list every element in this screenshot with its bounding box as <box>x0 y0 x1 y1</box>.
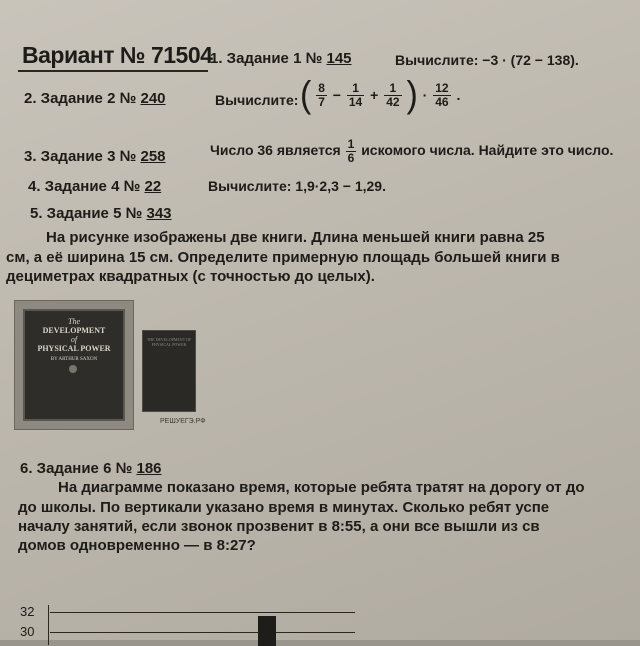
left-paren: ( <box>300 74 312 116</box>
task-5-line-3: дециметрах квадратных (с точностью до целых). <box>6 268 375 285</box>
task-6-link[interactable]: 186 <box>136 460 162 477</box>
denominator: 7 <box>318 94 325 109</box>
denominator: 6 <box>347 151 355 165</box>
fraction-1-6 <box>346 138 357 165</box>
numerator: 1 <box>347 137 355 151</box>
task-4-prefix: 4. Задание 4 № <box>28 178 145 195</box>
chart-bar <box>258 616 276 646</box>
minus-sign: − <box>332 87 341 103</box>
denominator: 46 <box>435 94 449 109</box>
fraction-1-14 <box>347 82 364 109</box>
task-5-link[interactable]: 343 <box>146 205 172 222</box>
task-4-link[interactable]: 22 <box>144 178 162 195</box>
task-3-text <box>210 138 613 165</box>
y-tick-32: 32 <box>20 604 35 619</box>
denominator: 42 <box>386 94 400 109</box>
book-title-the: The <box>68 317 80 326</box>
gridline-32 <box>50 612 355 613</box>
period: . <box>456 87 461 103</box>
task-6-line-3: началу занятий, если звонок прозвенит в 8:55, а они все вышли из св <box>18 518 540 535</box>
task-6-line-4: домов одновременно — в 8:27? <box>18 537 256 554</box>
task-2-text: Вычислите: <box>215 92 299 108</box>
fraction-12-46 <box>433 82 450 109</box>
variant-title: Вариант № 71504 <box>22 42 213 68</box>
gridline-30 <box>50 632 355 633</box>
numerator: 1 <box>384 82 401 96</box>
numerator: 8 <box>318 80 325 95</box>
task-2-expression <box>300 74 461 116</box>
task-6-prefix: 6. Задание 6 № <box>20 460 137 477</box>
task-1-label <box>210 50 352 67</box>
task-5-line-1: На рисунке изображены две книги. Длина меньшей книги равна 25 <box>46 229 545 246</box>
task-2-prefix: 2. Задание 2 № <box>24 90 141 107</box>
task-3-text-before: Число 36 является <box>210 142 341 159</box>
task-1-text: Вычислите: −3 · (72 − 138). <box>395 52 579 68</box>
small-book-title: THE DEVELOPMENT OF PHYSICAL POWER <box>146 337 192 347</box>
large-book-cover <box>23 309 125 421</box>
large-book-image <box>14 300 134 430</box>
book-title-development: DEVELOPMENT <box>42 326 106 335</box>
fraction-1-42 <box>384 82 401 109</box>
task-3-text-after: искомого числа. Найдите это число. <box>361 142 614 159</box>
task-3-label <box>24 148 166 165</box>
book-title-physical-power: PHYSICAL POWER <box>37 344 111 353</box>
numerator: 1 <box>347 82 364 96</box>
task-2-label <box>24 90 166 107</box>
task-1-prefix: 1. Задание 1 № <box>210 50 327 67</box>
task-3-prefix: 3. Задание 3 № <box>24 148 141 165</box>
task-6-label <box>20 460 162 477</box>
book-title-of: of <box>70 335 78 344</box>
y-tick-30: 30 <box>20 624 35 639</box>
small-book-image <box>142 330 196 412</box>
dot-sign: · <box>422 87 428 103</box>
plus-sign: + <box>370 87 379 103</box>
task-3-link[interactable]: 258 <box>140 148 166 165</box>
task-4-label <box>28 178 161 195</box>
image-caption: РЕШУЕГЭ.РФ <box>160 418 206 425</box>
task-5-prefix: 5. Задание 5 № <box>30 205 147 222</box>
task-5-line-2: см, а её ширина 15 см. Определите примерную площадь большей книги в <box>6 249 560 266</box>
task-4-text: Вычислите: 1,9·2,3 − 1,29. <box>208 178 386 194</box>
title-underline <box>18 70 208 72</box>
task-5-label <box>30 205 172 222</box>
book-author: BY ARTHUR SAXON <box>50 357 98 362</box>
task-6-line-2: до школы. По вертикали указано время в минутах. Сколько ребят успе <box>18 499 550 516</box>
task-1-link[interactable]: 145 <box>326 50 352 67</box>
denominator: 14 <box>348 94 363 109</box>
task-2-link[interactable]: 240 <box>140 90 166 107</box>
y-axis <box>48 605 49 645</box>
right-paren: ) <box>406 74 418 116</box>
numerator: 12 <box>435 80 449 95</box>
book-emblem-icon <box>69 365 77 373</box>
task-6-line-1: На диаграмме показано время, которые ребята тратят на дорогу от до <box>58 479 585 496</box>
fraction-8-7 <box>316 82 327 109</box>
